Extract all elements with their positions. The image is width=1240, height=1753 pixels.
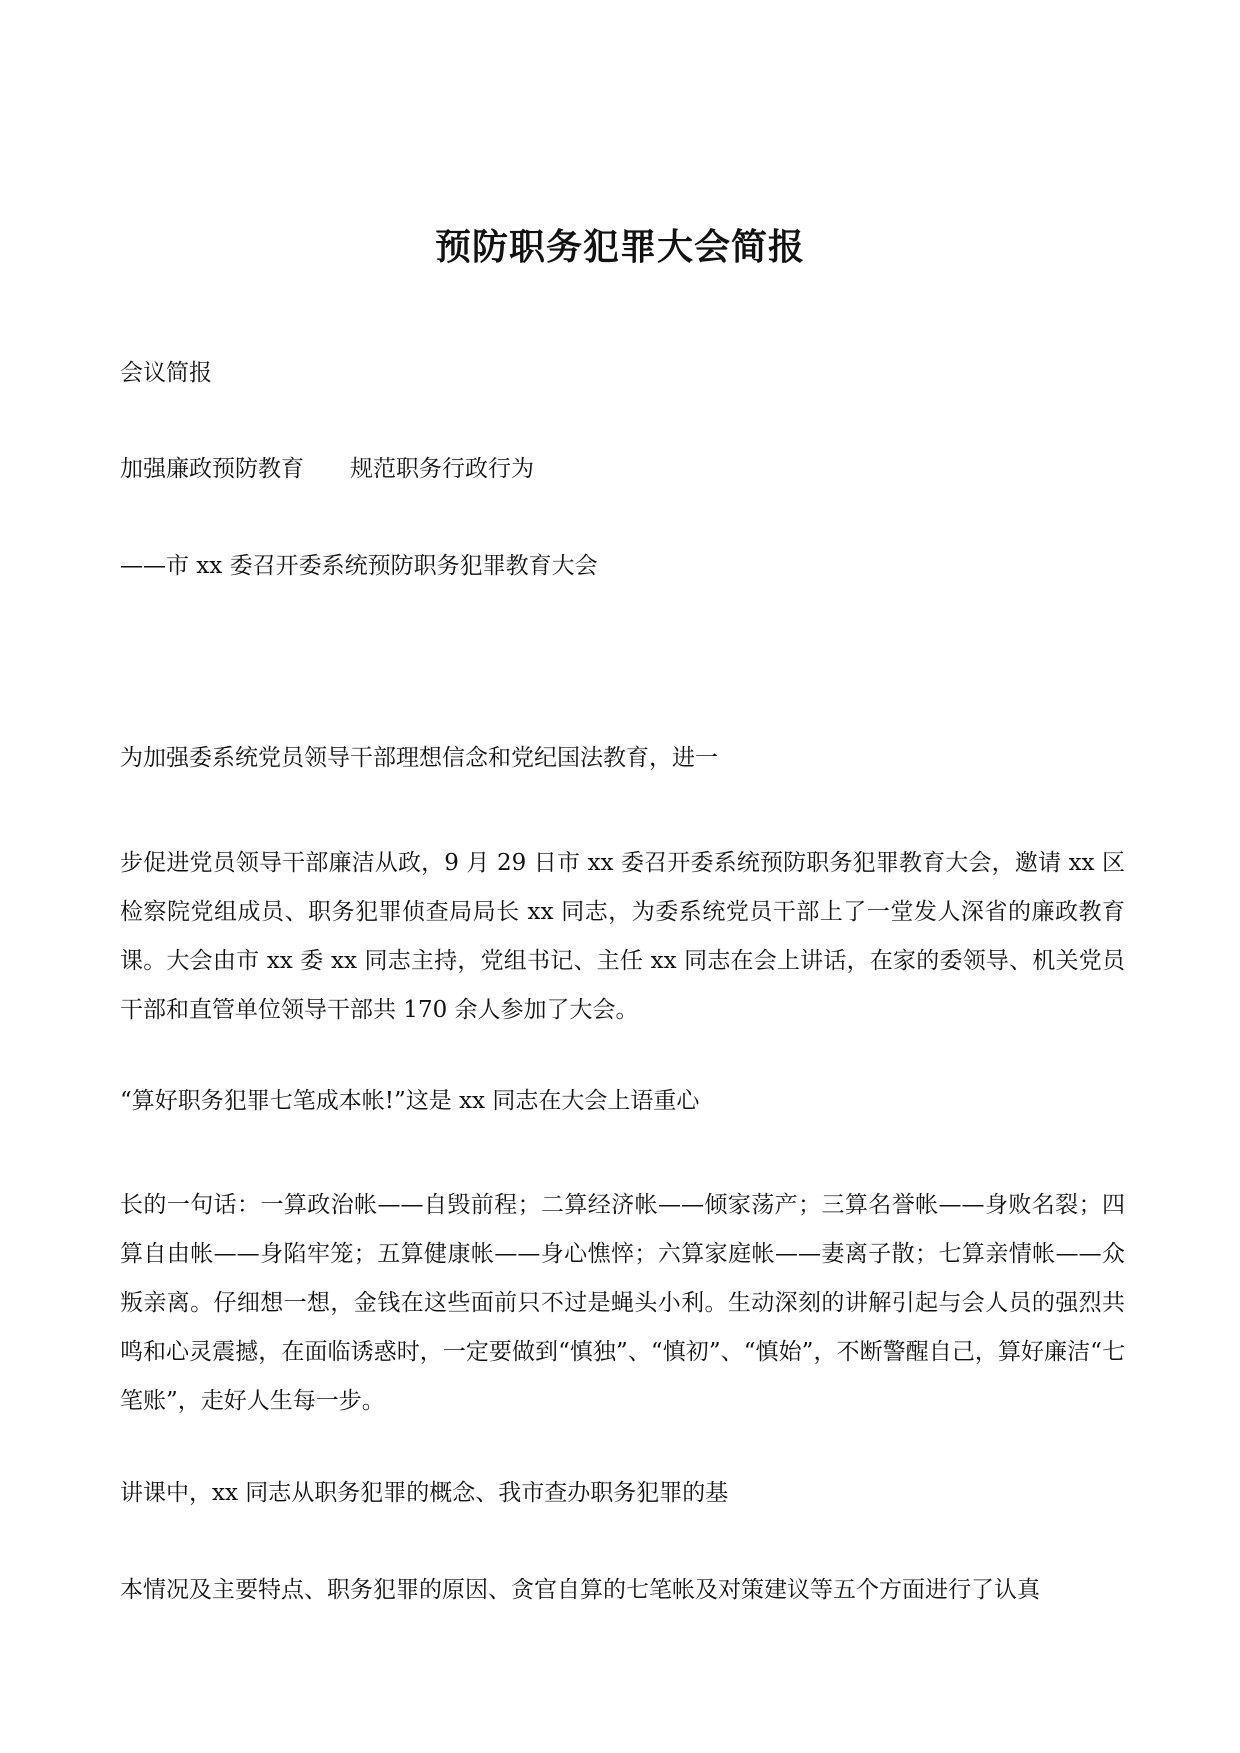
paragraph-4: 长的一句话：一算政治帐——自毁前程；二算经济帐——倾家荡产；三算名誉帐——身败名裂；四算自由帐——身陷牢笼；五算健康帐——身心憔悴；六算家庭帐——妻离子散；七算亲情帐——众叛亲离。仔细想一想，金钱在这些面前只不过是蝇头小利。生动深刻的讲解引起与会人员的强烈共鸣和心灵震撼，在面临诱惑时，一定要做到“慎独”、“慎初”、“慎始”，不断警醒自己，算好廉洁“七笔账”，走好人生每一步。 [120,1192,1125,1414]
headline [120,452,1130,486]
document-title: 预防职务犯罪大会简报 [434,226,805,268]
headline-part2: 规范职务行政行为 [350,456,534,482]
paragraph-1: 为加强委系统党员领导干部理想信念和党纪国法教育，进一 [120,745,718,771]
headline-part1: 加强廉政预防教育 [120,456,304,482]
paragraph-6: 本情况及主要特点、职务犯罪的原因、贪官自算的七笔帐及对策建议等五个方面进行了认真 [120,1577,1040,1603]
paragraph-5: 讲课中，xx 同志从职务犯罪的概念、我市查办职务犯罪的基 [120,1480,729,1506]
paragraph-3: “算好职务犯罪七笔成本帐!”这是 xx 同志在大会上语重心 [120,1088,700,1114]
document-category: 会议简报 [120,360,212,386]
paragraph-2: 步促进党员领导干部廉洁从政，9 月 29 日市 xx 委召开委系统预防职务犯罪教育大会，邀请 xx 区检察院党组成员、职务犯罪侦查局局长 xx 同志，为委系统党员干部上了一堂发人深省的廉政教育课。大会由市 xx 委 xx 同志主持，党组书记、主任 xx 同志在会上讲话，在家的委领导、机关党员干部和直管单位领导干部共 170 余人参加了大会。 [120,850,1125,1023]
subheadline: ——市 xx 委召开委系统预防职务犯罪教育大会 [120,553,598,579]
